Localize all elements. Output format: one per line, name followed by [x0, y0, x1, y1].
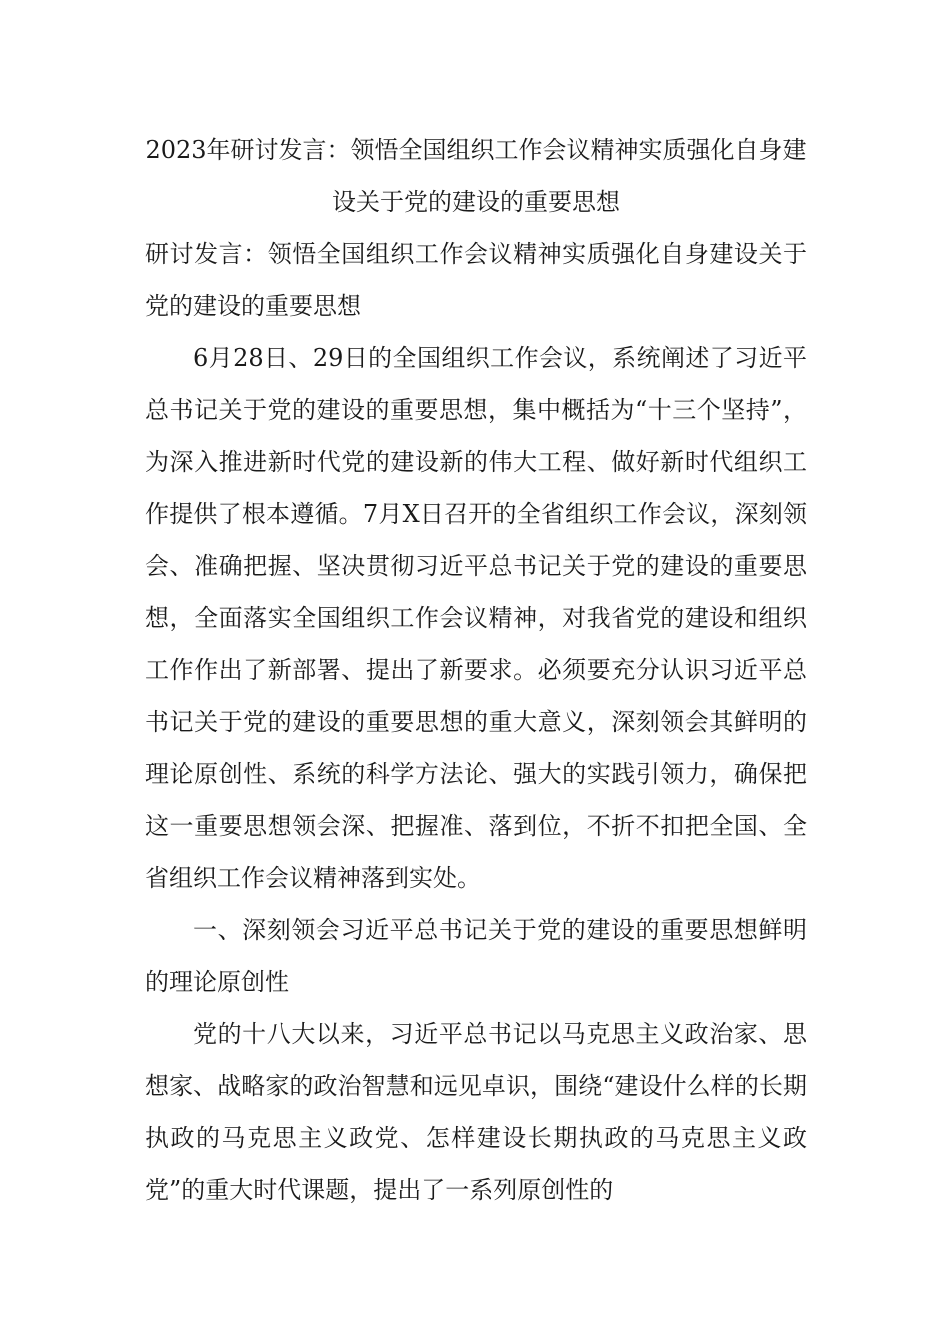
document-body	[145, 124, 807, 1216]
document-title: 2023年研讨发言：领悟全国组织工作会议精神实质强化自身建设关于党的建设的重要思想	[145, 136, 807, 216]
paragraph-intro: 6月28日、29日的全国组织工作会议，系统阐述了习近平总书记关于党的建设的重要思想，集中概括为“十三个坚持”，为深入推进新时代党的建设新的伟大工程、做好新时代组织工作提供了根本遵循。7月X日召开的全省组织工作会议，深刻领会、准确把握、坚决贯彻习近平总书记关于党的建设的重要思想，全面落实全国组织工作会议精神，对我省党的建设和组织工作作出了新部署、提出了新要求。必须要充分认识习近平总书记关于党的建设的重要思想的重大意义，深刻领会其鲜明的理论原创性、系统的科学方法论、强大的实践引领力，确保把这一重要思想领会深、把握准、落到位，不折不扣把全国、全省组织工作会议精神落到实处。	[145, 344, 807, 892]
paragraph-section-1: 党的十八大以来，习近平总书记以马克思主义政治家、思想家、战略家的政治智慧和远见卓识，围绕“建设什么样的长期执政的马克思主义政党、怎样建设长期执政的马克思主义政党”的重大时代课题，提出了一系列原创性的	[145, 1020, 807, 1204]
document-subtitle: 研讨发言：领悟全国组织工作会议精神实质强化自身建设关于党的建设的重要思想	[145, 240, 807, 320]
section-heading-1: 一、深刻领会习近平总书记关于党的建设的重要思想鲜明的理论原创性	[145, 916, 807, 996]
